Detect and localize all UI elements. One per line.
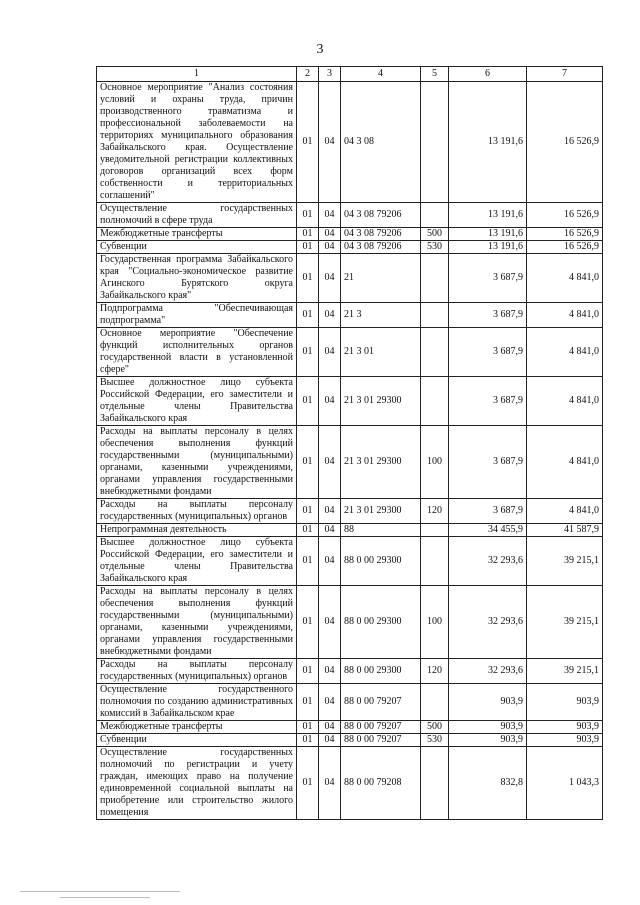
subsection-code: 04 (319, 684, 341, 721)
amount-year-1: 3 687,9 (449, 426, 527, 499)
amount-year-1: 34 455,9 (449, 524, 527, 537)
amount-year-2: 39 215,1 (527, 659, 603, 684)
amount-year-2: 16 526,9 (527, 203, 603, 228)
section-code: 01 (297, 684, 319, 721)
table-row (97, 747, 603, 820)
table-row (97, 254, 603, 303)
scan-mark-line (20, 891, 180, 892)
section-code: 01 (297, 254, 319, 303)
target-article-code: 21 (341, 254, 421, 303)
table-row (97, 203, 603, 228)
row-description: Расходы на выплаты персоналу в целях обеспечения выполнения функций государственными (муниципальными) органами, казенными учреждениями, органами управления государственными внебюджетными фондами (97, 426, 297, 499)
amount-year-2: 4 841,0 (527, 499, 603, 524)
subsection-code: 04 (319, 586, 341, 659)
scan-mark-line (60, 897, 150, 898)
expense-type-code (421, 684, 449, 721)
amount-year-2: 903,9 (527, 734, 603, 747)
subsection-code: 04 (319, 303, 341, 328)
amount-year-2: 41 587,9 (527, 524, 603, 537)
expense-type-code: 530 (421, 241, 449, 254)
target-article-code: 88 0 00 79207 (341, 684, 421, 721)
amount-year-1: 32 293,6 (449, 537, 527, 586)
expense-type-code: 120 (421, 659, 449, 684)
target-article-code: 21 3 01 29300 (341, 426, 421, 499)
section-code: 01 (297, 203, 319, 228)
amount-year-2: 4 841,0 (527, 254, 603, 303)
section-code: 01 (297, 721, 319, 734)
row-description: Расходы на выплаты персоналу государственных (муниципальных) органов (97, 659, 297, 684)
target-article-code: 21 3 01 29300 (341, 499, 421, 524)
section-code: 01 (297, 303, 319, 328)
table-body (97, 82, 603, 820)
target-article-code: 04 3 08 79206 (341, 203, 421, 228)
table-row (97, 586, 603, 659)
expense-type-code (421, 303, 449, 328)
target-article-code: 88 0 00 29300 (341, 659, 421, 684)
target-article-code: 88 0 00 79208 (341, 747, 421, 820)
row-description: Осуществление государственных полномочий в сфере труда (97, 203, 297, 228)
target-article-code: 21 3 (341, 303, 421, 328)
amount-year-1: 13 191,6 (449, 82, 527, 203)
amount-year-2: 4 841,0 (527, 303, 603, 328)
amount-year-2: 39 215,1 (527, 537, 603, 586)
row-description: Высшее должностное лицо субъекта Российской Федерации, его заместители и отдельные члены Правительства Забайкальского края (97, 377, 297, 426)
row-description: Расходы на выплаты персоналу государственных (муниципальных) органов (97, 499, 297, 524)
section-code: 01 (297, 537, 319, 586)
row-description: Высшее должностное лицо субъекта Российской Федерации, его заместители и отдельные члены Правительства Забайкальского края (97, 537, 297, 586)
amount-year-2: 4 841,0 (527, 328, 603, 377)
expense-type-code: 500 (421, 721, 449, 734)
section-code: 01 (297, 377, 319, 426)
expense-type-code: 100 (421, 426, 449, 499)
target-article-code: 21 3 01 (341, 328, 421, 377)
column-header: 6 (449, 67, 527, 82)
amount-year-1: 903,9 (449, 721, 527, 734)
amount-year-2: 16 526,9 (527, 228, 603, 241)
subsection-code: 04 (319, 254, 341, 303)
section-code: 01 (297, 82, 319, 203)
column-header: 4 (341, 67, 421, 82)
column-header: 5 (421, 67, 449, 82)
expense-type-code: 500 (421, 228, 449, 241)
expense-type-code (421, 203, 449, 228)
section-code: 01 (297, 586, 319, 659)
target-article-code: 04 3 08 (341, 82, 421, 203)
section-code: 01 (297, 328, 319, 377)
table-row (97, 228, 603, 241)
amount-year-2: 4 841,0 (527, 426, 603, 499)
subsection-code: 04 (319, 426, 341, 499)
amount-year-1: 32 293,6 (449, 586, 527, 659)
row-description: Основное мероприятие "Анализ состояния условий и охраны труда, причин производственного травматизма и профессиональной заболеваемости на территориях муниципального образования Забайкальского края. Осуществление уведомительной регистрации коллективных договоров организаций всех форм собственности и территориальных соглашений" (97, 82, 297, 203)
section-code: 01 (297, 499, 319, 524)
table-row (97, 328, 603, 377)
page-number: 3 (316, 42, 324, 57)
row-description: Расходы на выплаты персоналу в целях обеспечения выполнения функций государственными (муниципальными) органами, казенными учреждениями, органами управления государственными внебюджетными фондами (97, 586, 297, 659)
row-description: Межбюджетные трансферты (97, 721, 297, 734)
amount-year-1: 13 191,6 (449, 228, 527, 241)
section-code: 01 (297, 747, 319, 820)
amount-year-2: 1 043,3 (527, 747, 603, 820)
section-code: 01 (297, 524, 319, 537)
expense-type-code (421, 537, 449, 586)
target-article-code: 88 (341, 524, 421, 537)
expense-type-code (421, 328, 449, 377)
row-description: Осуществление государственного полномочия по созданию административных комиссий в Забайкальском крае (97, 684, 297, 721)
section-code: 01 (297, 426, 319, 499)
table-row (97, 684, 603, 721)
expense-type-code (421, 747, 449, 820)
row-description: Непрограммная деятельность (97, 524, 297, 537)
subsection-code: 04 (319, 734, 341, 747)
column-header: 7 (527, 67, 603, 82)
expense-type-code (421, 524, 449, 537)
target-article-code: 04 3 08 79206 (341, 228, 421, 241)
subsection-code: 04 (319, 499, 341, 524)
row-description: Субвенции (97, 734, 297, 747)
row-description: Субвенции (97, 241, 297, 254)
section-code: 01 (297, 228, 319, 241)
subsection-code: 04 (319, 228, 341, 241)
amount-year-1: 3 687,9 (449, 303, 527, 328)
table-row (97, 721, 603, 734)
amount-year-1: 3 687,9 (449, 377, 527, 426)
expense-type-code (421, 254, 449, 303)
table-header-row (97, 67, 603, 82)
target-article-code: 88 0 00 79207 (341, 734, 421, 747)
section-code: 01 (297, 734, 319, 747)
subsection-code: 04 (319, 524, 341, 537)
target-article-code: 88 0 00 29300 (341, 586, 421, 659)
expense-type-code: 120 (421, 499, 449, 524)
amount-year-1: 3 687,9 (449, 499, 527, 524)
expense-type-code (421, 82, 449, 203)
row-description: Подпрограмма "Обеспечивающая подпрограмма" (97, 303, 297, 328)
column-header: 3 (319, 67, 341, 82)
table-row (97, 734, 603, 747)
row-description: Межбюджетные трансферты (97, 228, 297, 241)
amount-year-2: 16 526,9 (527, 82, 603, 203)
amount-year-1: 3 687,9 (449, 254, 527, 303)
table-row (97, 499, 603, 524)
expense-type-code: 100 (421, 586, 449, 659)
amount-year-2: 16 526,9 (527, 241, 603, 254)
expense-type-code: 530 (421, 734, 449, 747)
amount-year-1: 903,9 (449, 734, 527, 747)
target-article-code: 21 3 01 29300 (341, 377, 421, 426)
subsection-code: 04 (319, 377, 341, 426)
subsection-code: 04 (319, 328, 341, 377)
amount-year-2: 4 841,0 (527, 377, 603, 426)
table-row (97, 241, 603, 254)
expense-type-code (421, 377, 449, 426)
budget-table (96, 66, 603, 820)
section-code: 01 (297, 241, 319, 254)
amount-year-1: 13 191,6 (449, 241, 527, 254)
subsection-code: 04 (319, 747, 341, 820)
amount-year-1: 13 191,6 (449, 203, 527, 228)
table-row (97, 82, 603, 203)
subsection-code: 04 (319, 203, 341, 228)
subsection-code: 04 (319, 537, 341, 586)
amount-year-1: 3 687,9 (449, 328, 527, 377)
amount-year-2: 903,9 (527, 684, 603, 721)
table-row (97, 524, 603, 537)
amount-year-1: 832,8 (449, 747, 527, 820)
table-row (97, 377, 603, 426)
table-row (97, 659, 603, 684)
subsection-code: 04 (319, 241, 341, 254)
table-row (97, 426, 603, 499)
amount-year-2: 39 215,1 (527, 586, 603, 659)
column-header: 1 (97, 67, 297, 82)
row-description: Государственная программа Забайкальского края "Социально-экономическое развитие Агинского Бурятского округа Забайкальского края" (97, 254, 297, 303)
target-article-code: 88 0 00 79207 (341, 721, 421, 734)
table-row (97, 303, 603, 328)
amount-year-2: 903,9 (527, 721, 603, 734)
column-header: 2 (297, 67, 319, 82)
row-description: Основное мероприятие "Обеспечение функций исполнительных органов государственной власти в установленной сфере" (97, 328, 297, 377)
target-article-code: 88 0 00 29300 (341, 537, 421, 586)
subsection-code: 04 (319, 82, 341, 203)
subsection-code: 04 (319, 721, 341, 734)
amount-year-1: 903,9 (449, 684, 527, 721)
subsection-code: 04 (319, 659, 341, 684)
row-description: Осуществление государственных полномочий по регистрации и учету граждан, имеющих право на получение единовременной социальной выплаты на приобретение или строительство жилого помещения (97, 747, 297, 820)
amount-year-1: 32 293,6 (449, 659, 527, 684)
section-code: 01 (297, 659, 319, 684)
target-article-code: 04 3 08 79206 (341, 241, 421, 254)
table-row (97, 537, 603, 586)
